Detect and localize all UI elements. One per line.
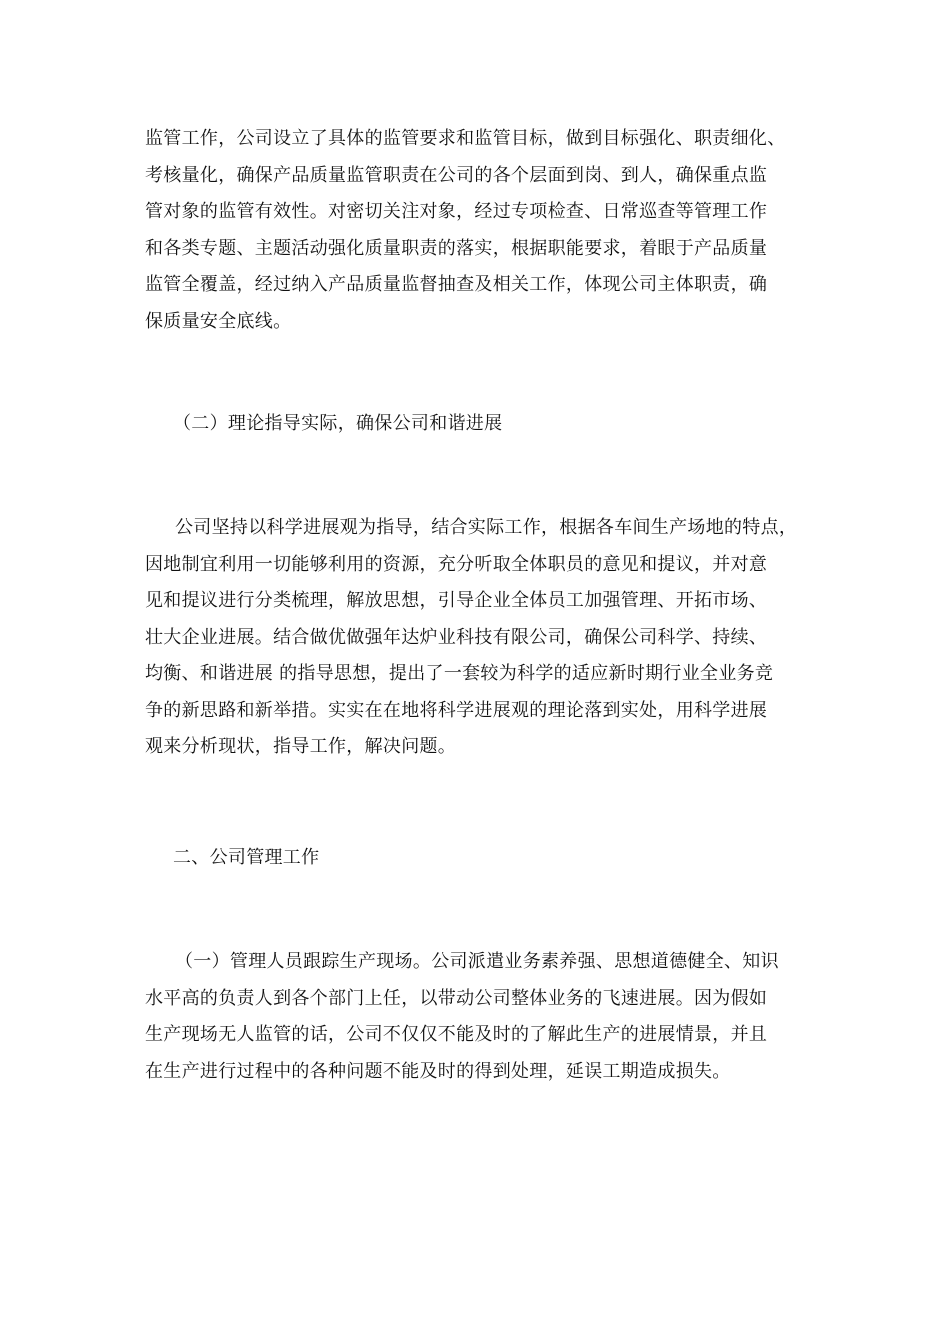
section-heading: 二、公司管理工作 (173, 847, 320, 868)
text-line: 在生产进行过程中的各种问题不能及时的得到处理，延误工期造成损失。 (145, 1060, 731, 1082)
paragraph-management-tracking (145, 944, 825, 1090)
paragraph-quality-supervision (145, 121, 825, 340)
text-line: 监管全覆盖，经过纳入产品质量监督抽查及相关工作，体现公司主体职责，确 (145, 274, 768, 295)
text-line: 因地制宜利用一切能够利用的资源，充分听取全体职员的意见和提议，并对意 (145, 553, 768, 575)
text-line: 壮大企业进展。结合做优做强年达炉业科技有限公司，确保公司科学、持续、 (145, 626, 768, 648)
text-line: 均衡、和谐进展 的指导思想，提出了一套较为科学的适应新时期行业全业务竞 (145, 663, 774, 684)
section-heading-company-management (145, 840, 825, 877)
section-heading-theory-practice (145, 406, 825, 443)
text-line: 管对象的监管有效性。对密切关注对象，经过专项检查、日常巡查等管理工作 (145, 201, 768, 222)
text-line: （一）管理人员跟踪生产现场。公司派遣业务素养强、思想道德健全、知识 (175, 951, 779, 972)
text-line: 争的新思路和新举措。实实在在地将科学进展观的理论落到实处，用科学进展 (145, 699, 768, 721)
text-line: 生产现场无人监管的话，公司不仅仅不能及时的了解此生产的进展情景，并且 (145, 1024, 768, 1045)
text-line: 公司坚持以科学进展观为指导，结合实际工作，根据各车间生产场地的特点， (175, 517, 798, 538)
text-line: 水平高的负责人到各个部门上任，以带动公司整体业务的飞速进展。因为假如 (145, 987, 768, 1009)
paragraph-scientific-development (145, 510, 825, 766)
text-line: 保质量安全底线。 (145, 310, 292, 332)
text-line: 和各类专题、主题活动强化质量职责的落实，根据职能要求，着眼于产品质量 (145, 237, 768, 259)
text-line: 监管工作，公司设立了具体的监管要求和监管目标，做到目标强化、职责细化、 (145, 128, 786, 149)
text-line: 观来分析现状，指导工作，解决问题。 (145, 736, 457, 757)
text-line: 见和提议进行分类梳理，解放思想，引导企业全体员工加强管理、开拓市场、 (145, 590, 768, 611)
text-line: 考核量化，确保产品质量监管职责在公司的各个层面到岗、到人，确保重点监 (145, 164, 768, 186)
section-heading: （二）理论指导实际，确保公司和谐进展 (173, 413, 503, 434)
